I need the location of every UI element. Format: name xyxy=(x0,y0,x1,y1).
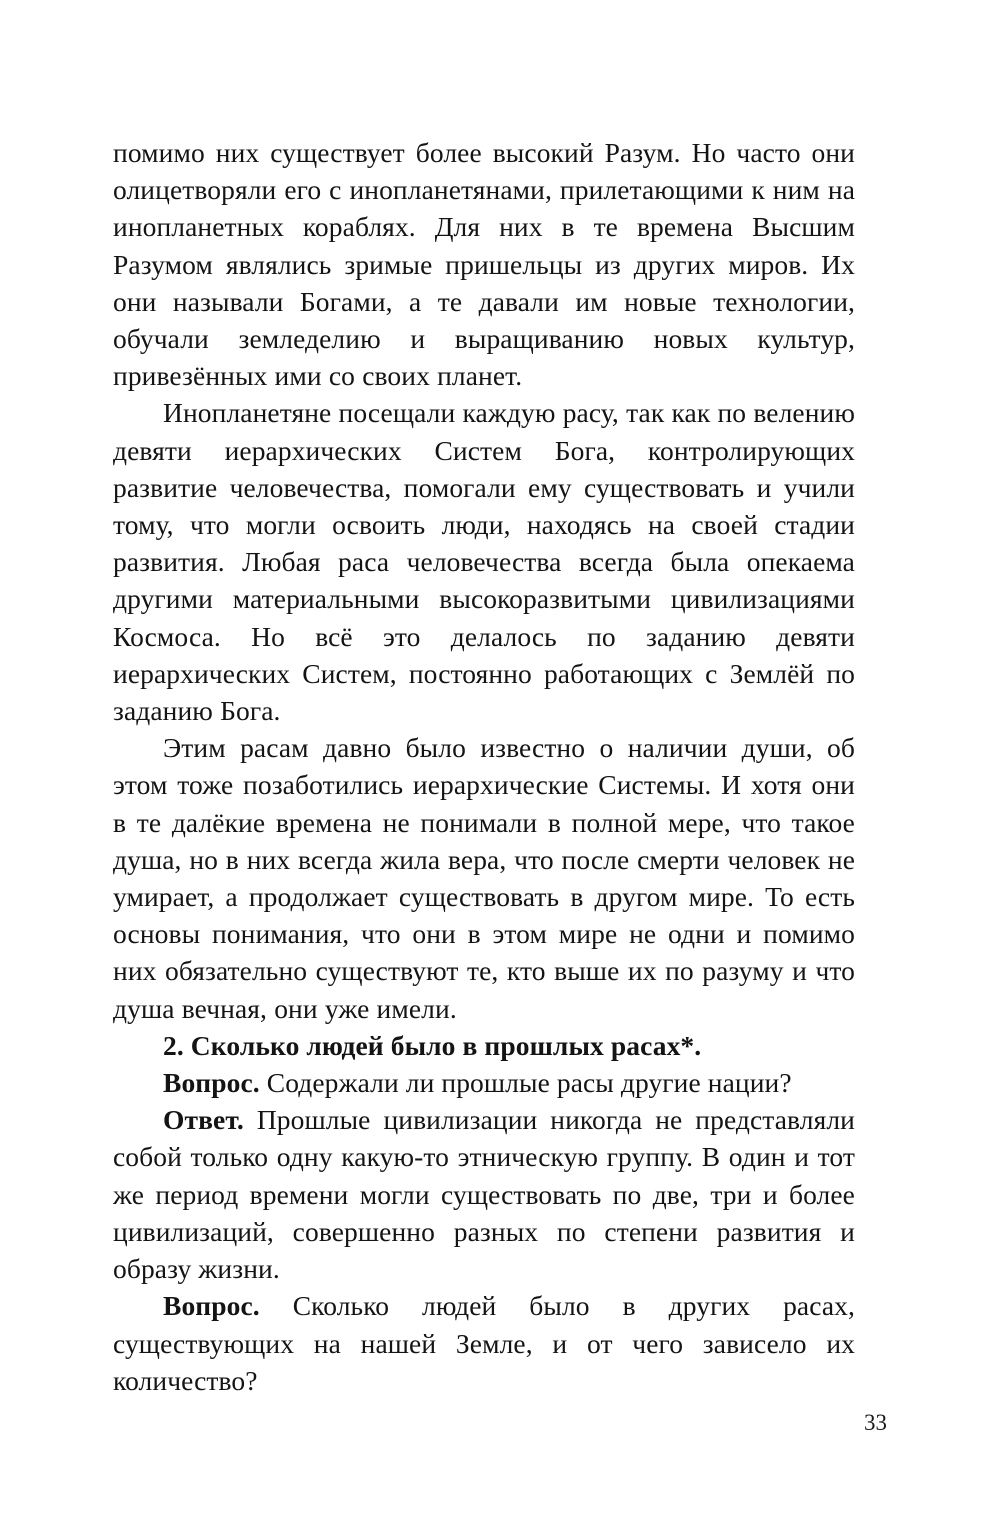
qa-answer-1 xyxy=(113,1101,855,1287)
paragraph-aliens-visited-races: Инопланетяне посещали каждую расу, так как по велению девяти иерархических Систем Бога, контролирующих развитие человечества, помогали ему существовать и учили тому, что могли освоить люди, находясь на своей стадии развития. Любая раса человечества всегда была опекаема другими материальными высокоразвитыми цивилизациями Космоса. Но всё это делалось по заданию девяти иерархических Систем, постоянно работающих с Землёй по заданию Бога. xyxy=(113,397,855,727)
paragraph-continuation: помимо них существует более высокий Разум. Но часто они олицетворяли его с инопланетянами, прилетающими к ним на инопланетных кораблях. Для них в те времена Высшим Разумом являлись зримые пришельцы из других миров. Их они называли Богами, а те давали им новые технологии, обучали земледелию и выращиванию новых культур, привезённых ими со своих планет. xyxy=(113,137,855,392)
qa-question-2 xyxy=(113,1287,855,1399)
qa-text-answer-1: Прошлые цивилизации никогда не представляли собой только одну какую-то этническую группу. В один и тот же период времени могли существовать по две, три и более цивилизаций, совершенно разных по степени развития и образу жизни. xyxy=(113,1104,855,1285)
qa-text-question-1: Содержали ли прошлые расы другие нации? xyxy=(266,1067,792,1099)
page-number: 33 xyxy=(864,1410,887,1435)
paragraph-soul-awareness: Этим расам давно было известно о наличии души, об этом тоже позаботились иерархические Системы. И хотя они в те далёкие времена не понимали в полной мере, что такое душа, но в них всегда жила вера, что после смерти человек не умирает, а продолжает существовать в другом мире. То есть основы понимания, что они в этом мире не одни и помимо них обязательно существуют те, кто выше их по разуму и что душа вечная, они уже имели. xyxy=(113,732,855,1024)
qa-label-question-2: Вопрос. xyxy=(163,1290,260,1322)
qa-text-question-2: Сколько людей было в других расах, существующих на нашей Земле, и от чего зависело их количество? xyxy=(113,1290,855,1396)
qa-label-question-1: Вопрос. xyxy=(163,1067,260,1099)
page-text-block xyxy=(113,134,855,1399)
section-heading: 2. Сколько людей было в прошлых расах*. xyxy=(163,1029,702,1061)
qa-label-answer-1: Ответ. xyxy=(163,1104,244,1136)
qa-question-1 xyxy=(113,1064,855,1101)
